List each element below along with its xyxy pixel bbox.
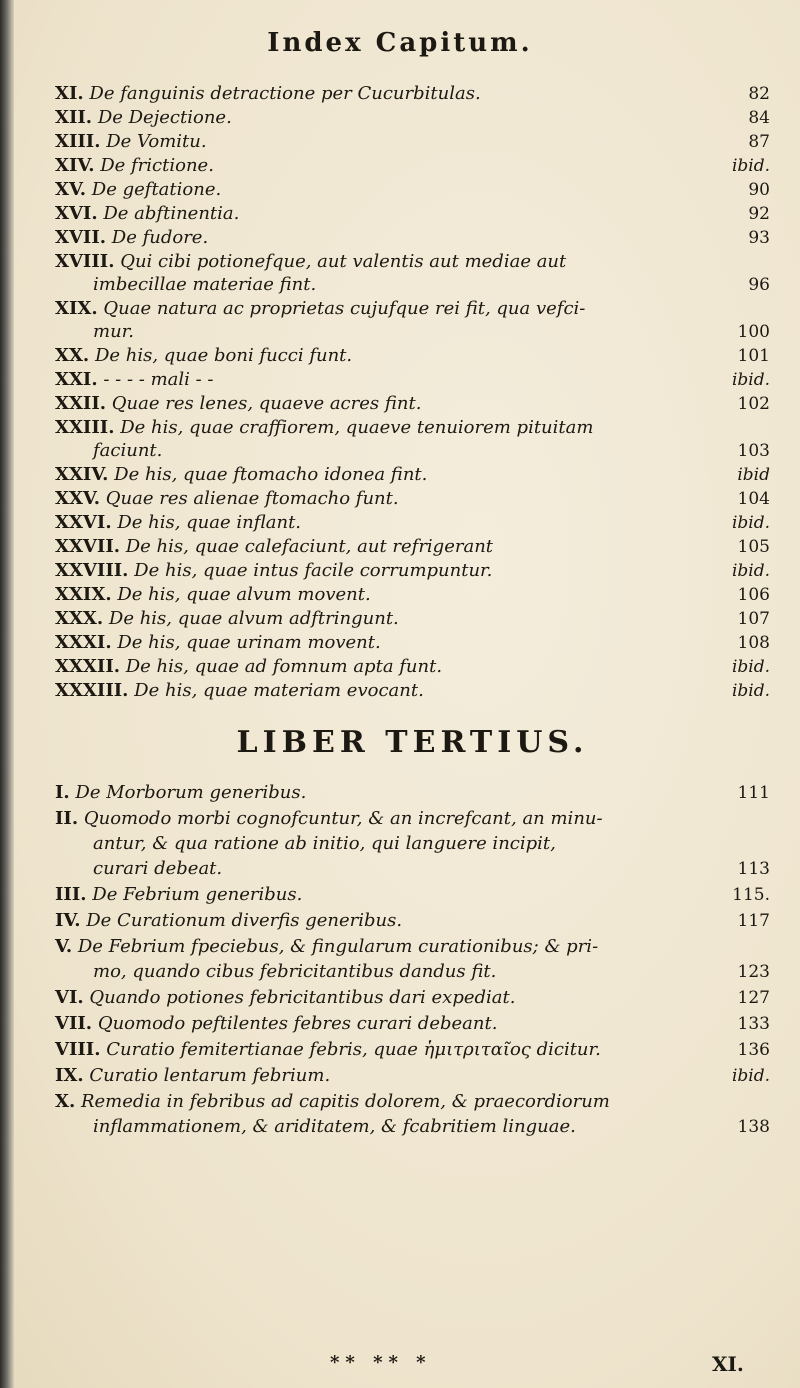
entry-line <box>55 368 770 392</box>
entry-line <box>55 392 770 416</box>
chapter-title: De Febrium fpeciebus, & fingularum curationibus; & pri- <box>77 936 599 957</box>
list-item <box>55 679 770 703</box>
entry-line <box>55 1114 770 1140</box>
chapter-number: XXIII. <box>55 417 115 438</box>
page-reference: 102 <box>737 394 770 414</box>
chapter-number: XXVIII. <box>55 560 129 581</box>
list-item <box>55 1063 770 1089</box>
entry-line <box>55 130 770 154</box>
entry-line <box>55 82 770 106</box>
entry-line <box>55 831 770 856</box>
list-item <box>55 130 770 154</box>
list-item <box>55 178 770 202</box>
entry-line <box>55 1089 770 1114</box>
chapter-title: De his, quae inflant. <box>117 512 302 533</box>
page-reference: 105 <box>737 537 770 557</box>
chapter-number: XXIX. <box>55 584 112 605</box>
page-reference: 100 <box>737 322 770 342</box>
chapter-number: IV. <box>55 910 81 931</box>
entry-line <box>55 106 770 130</box>
table-of-contents <box>55 82 770 1140</box>
page-reference: 82 <box>748 84 770 104</box>
chapter-number: XIX. <box>55 298 98 319</box>
page-reference: 103 <box>737 441 770 461</box>
chapter-title: De his, quae craffiorem, quaeve tenuiorem pituitam <box>120 417 594 438</box>
chapter-title: De his, quae materiam evocant. <box>134 680 424 701</box>
chapter-number: XXVII. <box>55 536 121 557</box>
page-reference: 133 <box>737 1014 770 1034</box>
chapter-number: XXX. <box>55 608 104 629</box>
page-reference: 90 <box>748 180 770 200</box>
chapter-number: VIII. <box>55 1039 101 1060</box>
entry-line <box>55 416 770 439</box>
page-reference: 96 <box>748 275 770 295</box>
page-reference: 104 <box>737 489 770 509</box>
page-reference: ibid. <box>731 681 770 701</box>
entry-line <box>55 463 770 487</box>
entry-line <box>55 1063 770 1089</box>
entry-line <box>55 344 770 368</box>
entry-line <box>55 154 770 178</box>
list-item <box>55 487 770 511</box>
chapter-number: XXIV. <box>55 464 109 485</box>
chapter-title: Remedia in febribus ad capitis dolorem, & praecordiorum <box>80 1091 610 1112</box>
chapter-number: XX. <box>55 345 90 366</box>
running-head: Index Capitum. <box>267 28 533 58</box>
book-three-list <box>55 780 770 1140</box>
chapter-title: De his, quae boni fucci funt. <box>94 345 353 366</box>
list-item <box>55 1011 770 1037</box>
chapter-number: XXXII. <box>55 656 121 677</box>
entry-line <box>55 908 770 934</box>
chapter-title: De his, quae ad fomnum apta funt. <box>125 656 443 677</box>
chapter-number: VI. <box>55 987 84 1008</box>
entry-line <box>55 959 770 985</box>
chapter-title: De his, quae alvum adftringunt. <box>108 608 399 629</box>
chapter-title: Qui cibi potionefque, aut valentis aut mediae aut <box>120 251 567 272</box>
chapter-number: IX. <box>55 1065 84 1086</box>
chapter-number: XVIII. <box>55 251 115 272</box>
entry-line <box>55 806 770 831</box>
chapter-number: II. <box>55 808 79 829</box>
chapter-number: XXXIII. <box>55 680 129 701</box>
list-item <box>55 416 770 463</box>
chapter-number: III. <box>55 884 87 905</box>
chapter-title: De his, quae calefaciunt, aut refrigerant <box>125 536 494 557</box>
chapter-title: De geftatione. <box>91 179 222 200</box>
page-reference: 108 <box>737 633 770 653</box>
entry-line <box>55 178 770 202</box>
chapter-number: XIII. <box>55 131 101 152</box>
entry-line <box>55 780 770 806</box>
entry-line <box>55 985 770 1011</box>
entry-line <box>55 882 770 908</box>
page-reference: 113 <box>737 859 770 879</box>
page-reference: 87 <box>748 132 770 152</box>
ornament: ** ** * <box>330 1352 432 1373</box>
entry-line <box>55 1037 770 1063</box>
book-two-list <box>55 82 770 703</box>
chapter-title: curari debeat. <box>93 858 223 879</box>
page-reference: 136 <box>737 1040 770 1060</box>
chapter-number: XXV. <box>55 488 101 509</box>
chapter-title: De his, quae alvum movent. <box>117 584 371 605</box>
chapter-number: X. <box>55 1091 76 1112</box>
list-item <box>55 463 770 487</box>
chapter-number: XI. <box>55 83 84 104</box>
page-reference: 106 <box>737 585 770 605</box>
chapter-title: mur. <box>93 321 135 342</box>
list-item <box>55 607 770 631</box>
entry-line <box>55 631 770 655</box>
chapter-title: Quae res alienae ftomacho funt. <box>105 488 399 509</box>
chapter-title: Curatio lentarum febrium. <box>89 1065 331 1086</box>
list-item <box>55 780 770 806</box>
chapter-number: XII. <box>55 107 93 128</box>
chapter-number: XV. <box>55 179 87 200</box>
page-reference: 84 <box>748 108 770 128</box>
page-reference: ibid. <box>731 513 770 533</box>
chapter-number: V. <box>55 936 73 957</box>
list-item <box>55 559 770 583</box>
list-item <box>55 250 770 297</box>
page-reference: 138 <box>737 1117 770 1137</box>
chapter-number: I. <box>55 782 70 803</box>
page-reference: ibid. <box>731 657 770 677</box>
page-reference: 101 <box>737 346 770 366</box>
page-reference: 107 <box>737 609 770 629</box>
list-item <box>55 882 770 908</box>
chapter-number: XXII. <box>55 393 107 414</box>
chapter-title: Quae res lenes, quaeve acres fint. <box>111 393 422 414</box>
list-item <box>55 297 770 344</box>
chapter-title: De Vomitu. <box>106 131 207 152</box>
page-reference: 115. <box>732 885 770 905</box>
chapter-title: De fanguinis detractione per Cucurbitulas. <box>89 83 481 104</box>
catchword: XI. <box>712 1352 744 1376</box>
chapter-title: De his, quae ftomacho idonea fint. <box>114 464 428 485</box>
page-reference: ibid. <box>731 156 770 176</box>
entry-line <box>55 226 770 250</box>
list-item <box>55 106 770 130</box>
list-item <box>55 985 770 1011</box>
entry-line <box>55 250 770 273</box>
entry-line <box>55 297 770 320</box>
chapter-title: De abftinentia. <box>103 203 240 224</box>
entry-line <box>55 583 770 607</box>
page-reference: ibid. <box>731 370 770 390</box>
entry-line <box>55 655 770 679</box>
chapter-title: De Morborum generibus. <box>75 782 307 803</box>
chapter-title: De Dejectione. <box>97 107 232 128</box>
chapter-title: Quomodo peftilentes febres curari debeant. <box>97 1013 498 1034</box>
page-reference: ibid. <box>731 561 770 581</box>
page-reference: 127 <box>737 988 770 1008</box>
list-item <box>55 202 770 226</box>
page-edge-shadow <box>0 0 14 1388</box>
page-reference: 92 <box>748 204 770 224</box>
entry-line <box>55 856 770 882</box>
page-reference: ibid <box>737 465 770 485</box>
page-reference: ibid. <box>731 1066 770 1086</box>
chapter-title: Quando potiones febricitantibus dari expediat. <box>89 987 516 1008</box>
entry-line <box>55 439 770 463</box>
chapter-number: XVII. <box>55 227 107 248</box>
section-heading: LIBER TERTIUS. <box>236 725 589 760</box>
chapter-title: inflammationem, & ariditatem, & fcabritiem linguae. <box>93 1116 576 1137</box>
page-reference: 93 <box>748 228 770 248</box>
chapter-number: XXVI. <box>55 512 112 533</box>
chapter-number: XXXI. <box>55 632 112 653</box>
page-reference: 117 <box>737 911 770 931</box>
chapter-title: De his, quae urinam movent. <box>117 632 381 653</box>
list-item <box>55 368 770 392</box>
chapter-title: De his, quae intus facile corrumpuntur. <box>134 560 493 581</box>
list-item <box>55 82 770 106</box>
entry-line <box>55 679 770 703</box>
chapter-title: De frictione. <box>100 155 214 176</box>
chapter-title: De Curationum diverfis generibus. <box>86 910 403 931</box>
list-item <box>55 806 770 882</box>
list-item <box>55 392 770 416</box>
entry-line <box>55 202 770 226</box>
entry-line <box>55 934 770 959</box>
chapter-number: XIV. <box>55 155 95 176</box>
page-reference: 123 <box>737 962 770 982</box>
list-item <box>55 1089 770 1140</box>
chapter-title: De fudore. <box>111 227 209 248</box>
list-item <box>55 226 770 250</box>
chapter-number: XVI. <box>55 203 98 224</box>
list-item <box>55 908 770 934</box>
entry-line <box>55 273 770 297</box>
page-reference: 111 <box>737 783 770 803</box>
list-item <box>55 535 770 559</box>
chapter-title: mo, quando cibus febricitantibus dandus fit. <box>93 961 497 982</box>
list-item <box>55 655 770 679</box>
list-item <box>55 934 770 985</box>
chapter-title: De Febrium generibus. <box>92 884 303 905</box>
entry-line <box>55 487 770 511</box>
list-item <box>55 1037 770 1063</box>
list-item <box>55 583 770 607</box>
entry-line <box>55 1011 770 1037</box>
entry-line <box>55 320 770 344</box>
chapter-title: imbecillae materiae fint. <box>93 274 317 295</box>
entry-line <box>55 607 770 631</box>
entry-line <box>55 511 770 535</box>
chapter-title: - - - - mali - - <box>103 369 214 390</box>
chapter-title: Quae natura ac proprietas cujufque rei fit, qua vefci- <box>103 298 586 319</box>
chapter-title: antur, & qua ratione ab initio, qui languere incipit, <box>93 833 556 854</box>
chapter-number: XXI. <box>55 369 98 390</box>
chapter-number: VII. <box>55 1013 93 1034</box>
chapter-title: Curatio femitertianae febris, quae ἡμιτριταῖος dicitur. <box>106 1039 601 1060</box>
entry-line <box>55 535 770 559</box>
list-item <box>55 631 770 655</box>
list-item <box>55 511 770 535</box>
list-item <box>55 154 770 178</box>
chapter-title: faciunt. <box>93 440 163 461</box>
entry-line <box>55 559 770 583</box>
list-item <box>55 344 770 368</box>
chapter-title: Quomodo morbi cognofcuntur, & an increfcant, an minu- <box>83 808 603 829</box>
